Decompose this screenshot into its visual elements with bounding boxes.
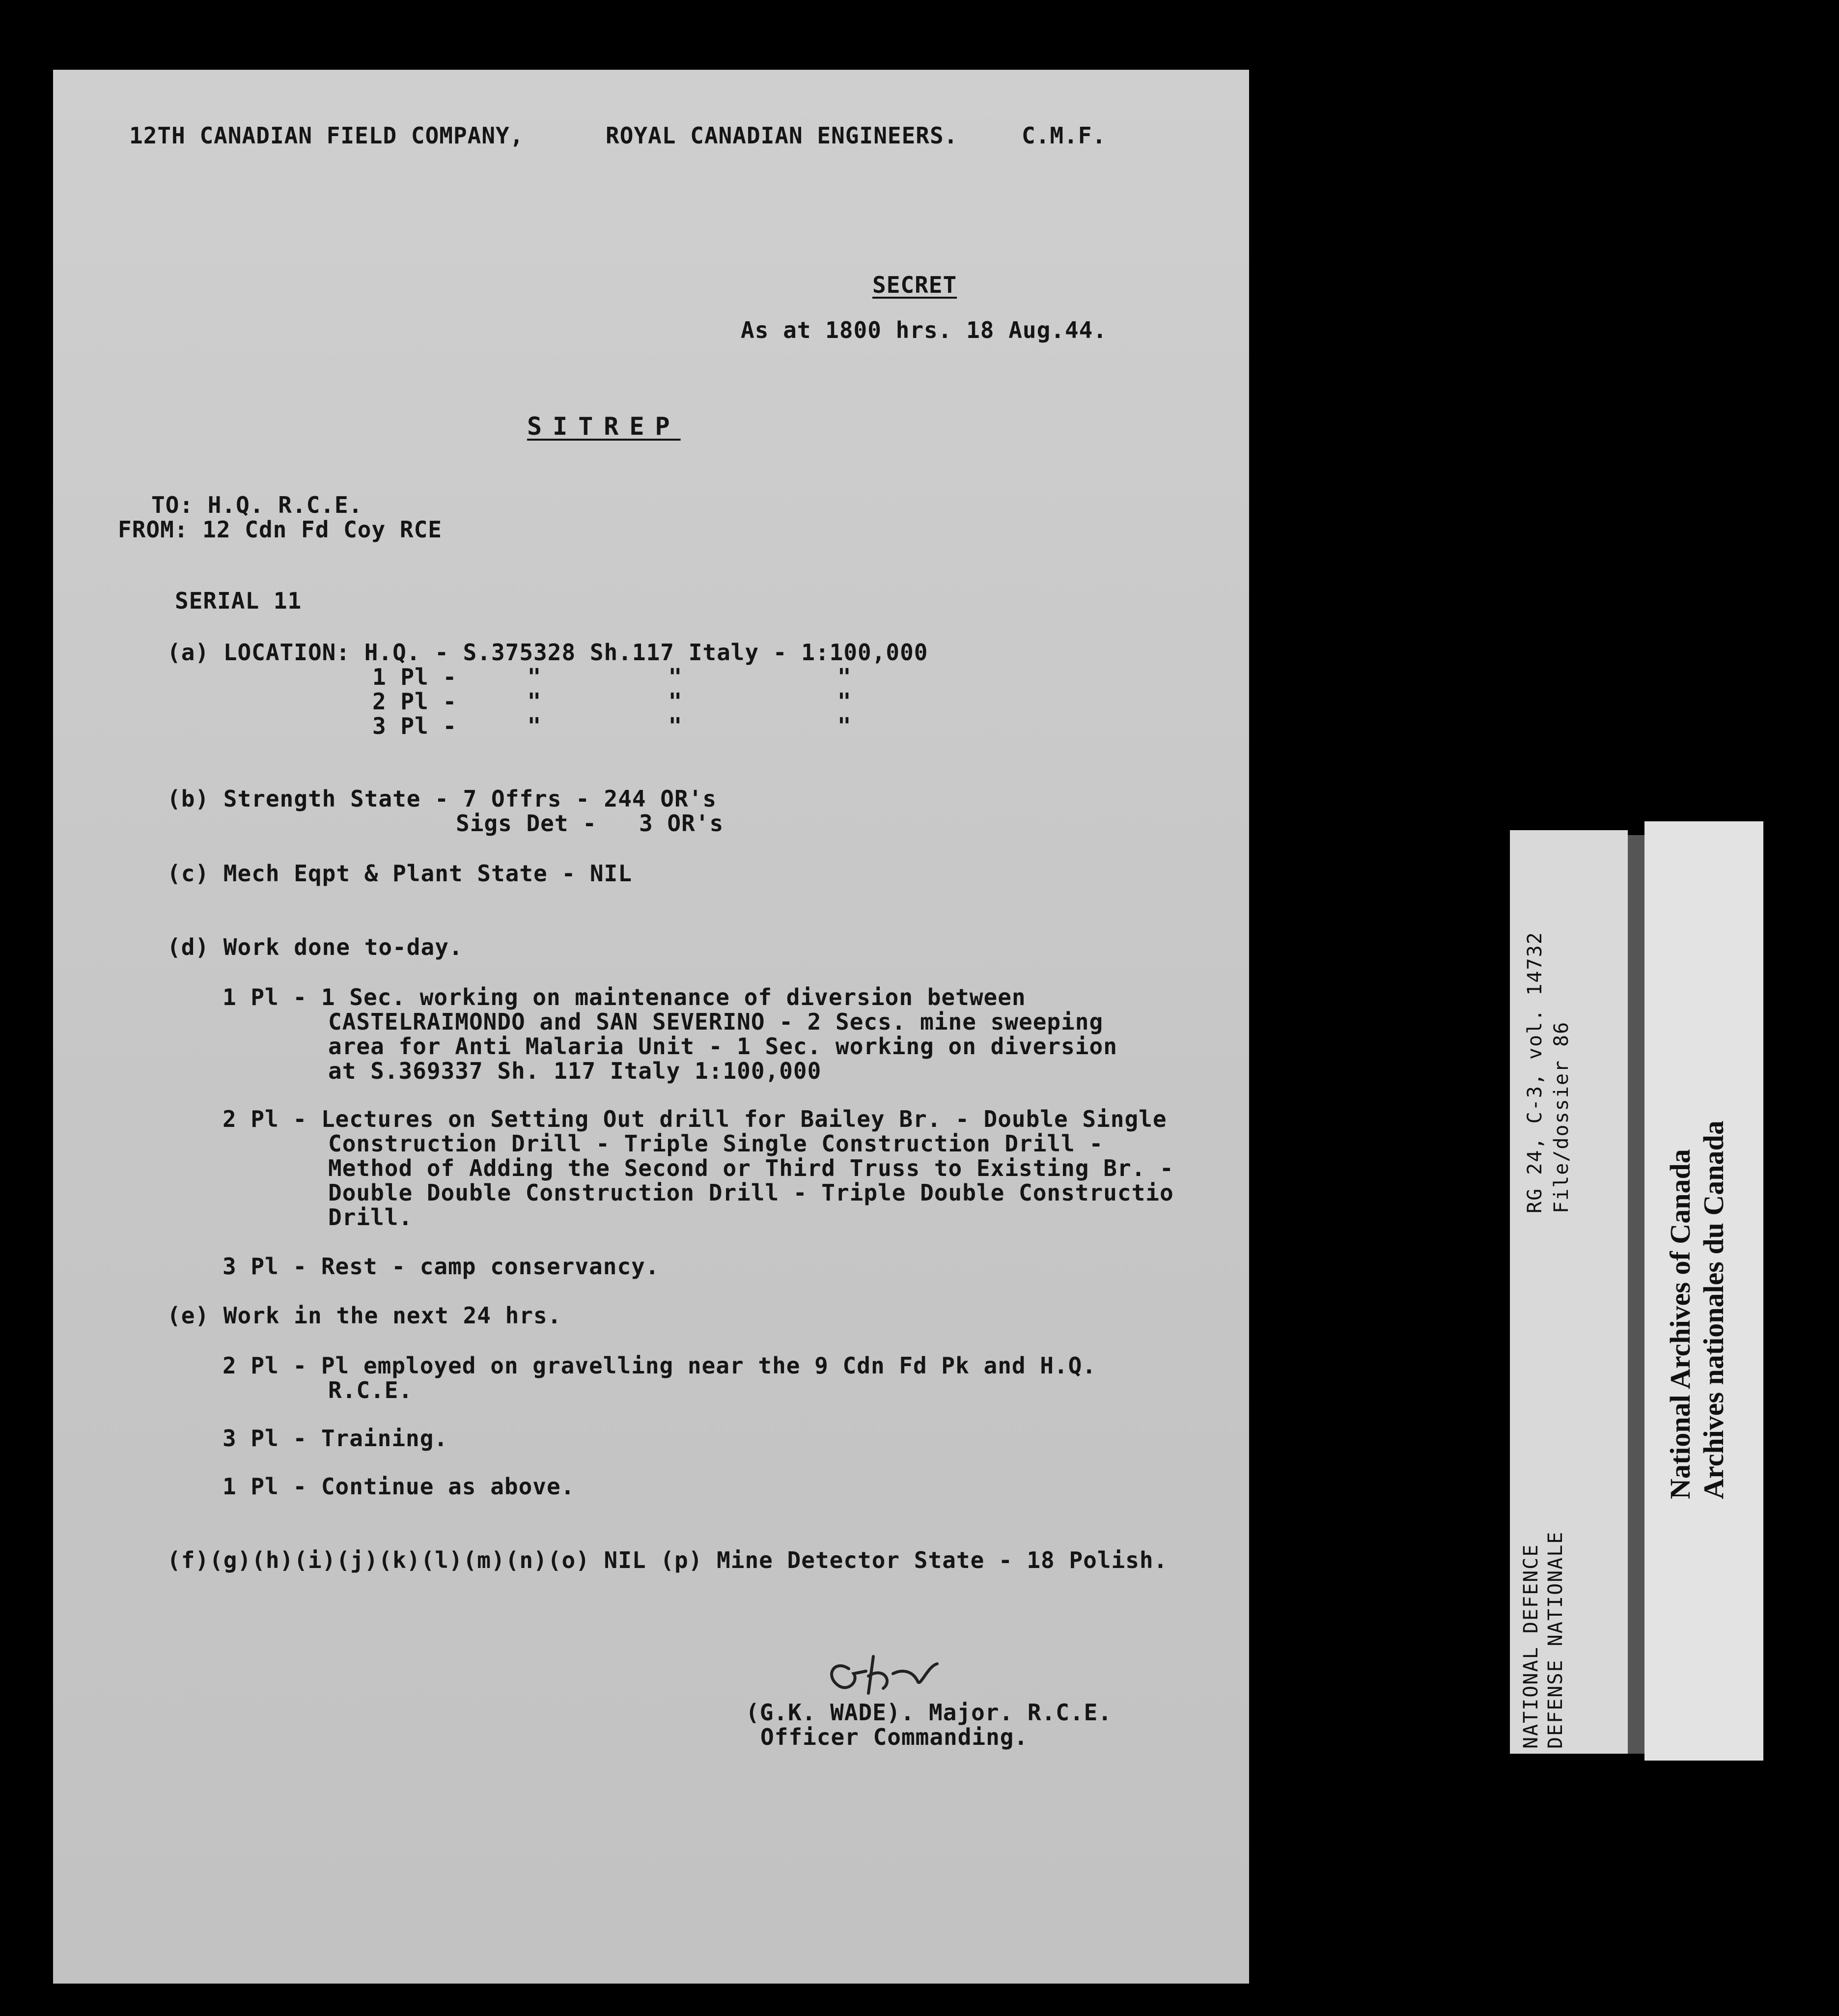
classification-label: SECRET — [872, 272, 957, 298]
signatory-role: Officer Commanding. — [760, 1724, 1029, 1750]
location-platoon-3: 3 Pl - " " " — [372, 713, 852, 739]
mech-state: (c) Mech Eqpt & Plant State - NIL — [167, 860, 632, 887]
work-today-p3: 3 Pl - Rest - camp conservancy. — [223, 1253, 660, 1280]
work-next-p1: 1 Pl - Continue as above. — [223, 1473, 575, 1500]
work-next-p2-line1: 2 Pl - Pl employed on gravelling near the 9 Cdn Fd Pk and H.Q. — [223, 1352, 1097, 1379]
strip-divider — [1628, 835, 1644, 1754]
archives-name-en: National Archives of Canada — [1664, 1149, 1696, 1499]
nil-line: (f)(g)(h)(i)(j)(k)(l)(m)(n)(o) NIL (p) Mine Detector State - 18 Polish. — [167, 1547, 1168, 1573]
work-next-heading: (e) Work in the next 24 hrs. — [167, 1302, 562, 1329]
header-force: C.M.F. — [1022, 122, 1107, 149]
work-today-p2-line5: Drill. — [328, 1204, 413, 1231]
archive-reference-strip — [1510, 830, 1628, 1754]
archives-name-fr: Archives nationales du Canada — [1698, 1120, 1729, 1499]
work-next-p3: 3 Pl - Training. — [223, 1425, 448, 1452]
handwritten-signature — [819, 1647, 947, 1706]
work-today-p1-line3: area for Anti Malaria Unit - 1 Sec. working on diversion — [328, 1033, 1117, 1060]
document-page — [53, 70, 1249, 1984]
work-today-p2-line2: Construction Drill - Triple Single Construction Drill - — [328, 1130, 1104, 1157]
work-today-p2-line1: 2 Pl - Lectures on Setting Out drill for Bailey Br. - Double Single — [223, 1106, 1167, 1132]
signals-detachment: Sigs Det - 3 OR's — [456, 810, 724, 837]
header-corps: ROYAL CANADIAN ENGINEERS. — [606, 122, 958, 149]
location-line: (a) LOCATION: H.Q. - S.375328 Sh.117 Italy - 1:100,000 — [167, 639, 928, 666]
work-today-p1-line1: 1 Pl - 1 Sec. working on maintenance of diversion between — [223, 984, 1026, 1010]
header-unit: 12TH CANADIAN FIELD COMPANY, — [129, 122, 524, 149]
document-title: SITREP — [527, 412, 681, 441]
from-line: FROM: 12 Cdn Fd Coy RCE — [118, 516, 442, 543]
work-next-p2-line2: R.C.E. — [328, 1377, 413, 1403]
work-today-p2-line3: Method of Adding the Second or Third Truss to Existing Br. - — [328, 1155, 1174, 1181]
work-today-p1-line2: CASTELRAIMONDO and SAN SEVERINO - 2 Secs. mine sweeping — [328, 1008, 1104, 1035]
work-today-p1-line4: at S.369337 Sh. 117 Italy 1:100,000 — [328, 1058, 822, 1084]
location-platoon-1: 1 Pl - " " " — [372, 664, 852, 690]
archive-ref-line2: File/dossier 86 — [1550, 1021, 1573, 1213]
work-today-heading: (d) Work done to-day. — [167, 934, 463, 960]
location-platoon-2: 2 Pl - " " " — [372, 688, 852, 715]
department-fr: DEFENSE NATIONALE — [1544, 1531, 1567, 1749]
serial-line: SERIAL 11 — [175, 588, 302, 614]
strength-state: (b) Strength State - 7 Offrs - 244 OR's — [167, 785, 717, 812]
work-today-p2-line4: Double Double Construction Drill - Triple Double Constructio — [328, 1179, 1174, 1206]
as-at-date: As at 1800 hrs. 18 Aug.44. — [741, 317, 1108, 343]
signatory-name: (G.K. WADE). Major. R.C.E. — [746, 1699, 1113, 1726]
archive-ref-line1: RG 24, C-3, vol. 14732 — [1524, 931, 1546, 1213]
archives-label-strip — [1644, 821, 1763, 1761]
to-line: TO: H.Q. R.C.E. — [151, 492, 363, 518]
department-en: NATIONAL DEFENCE — [1520, 1543, 1542, 1749]
